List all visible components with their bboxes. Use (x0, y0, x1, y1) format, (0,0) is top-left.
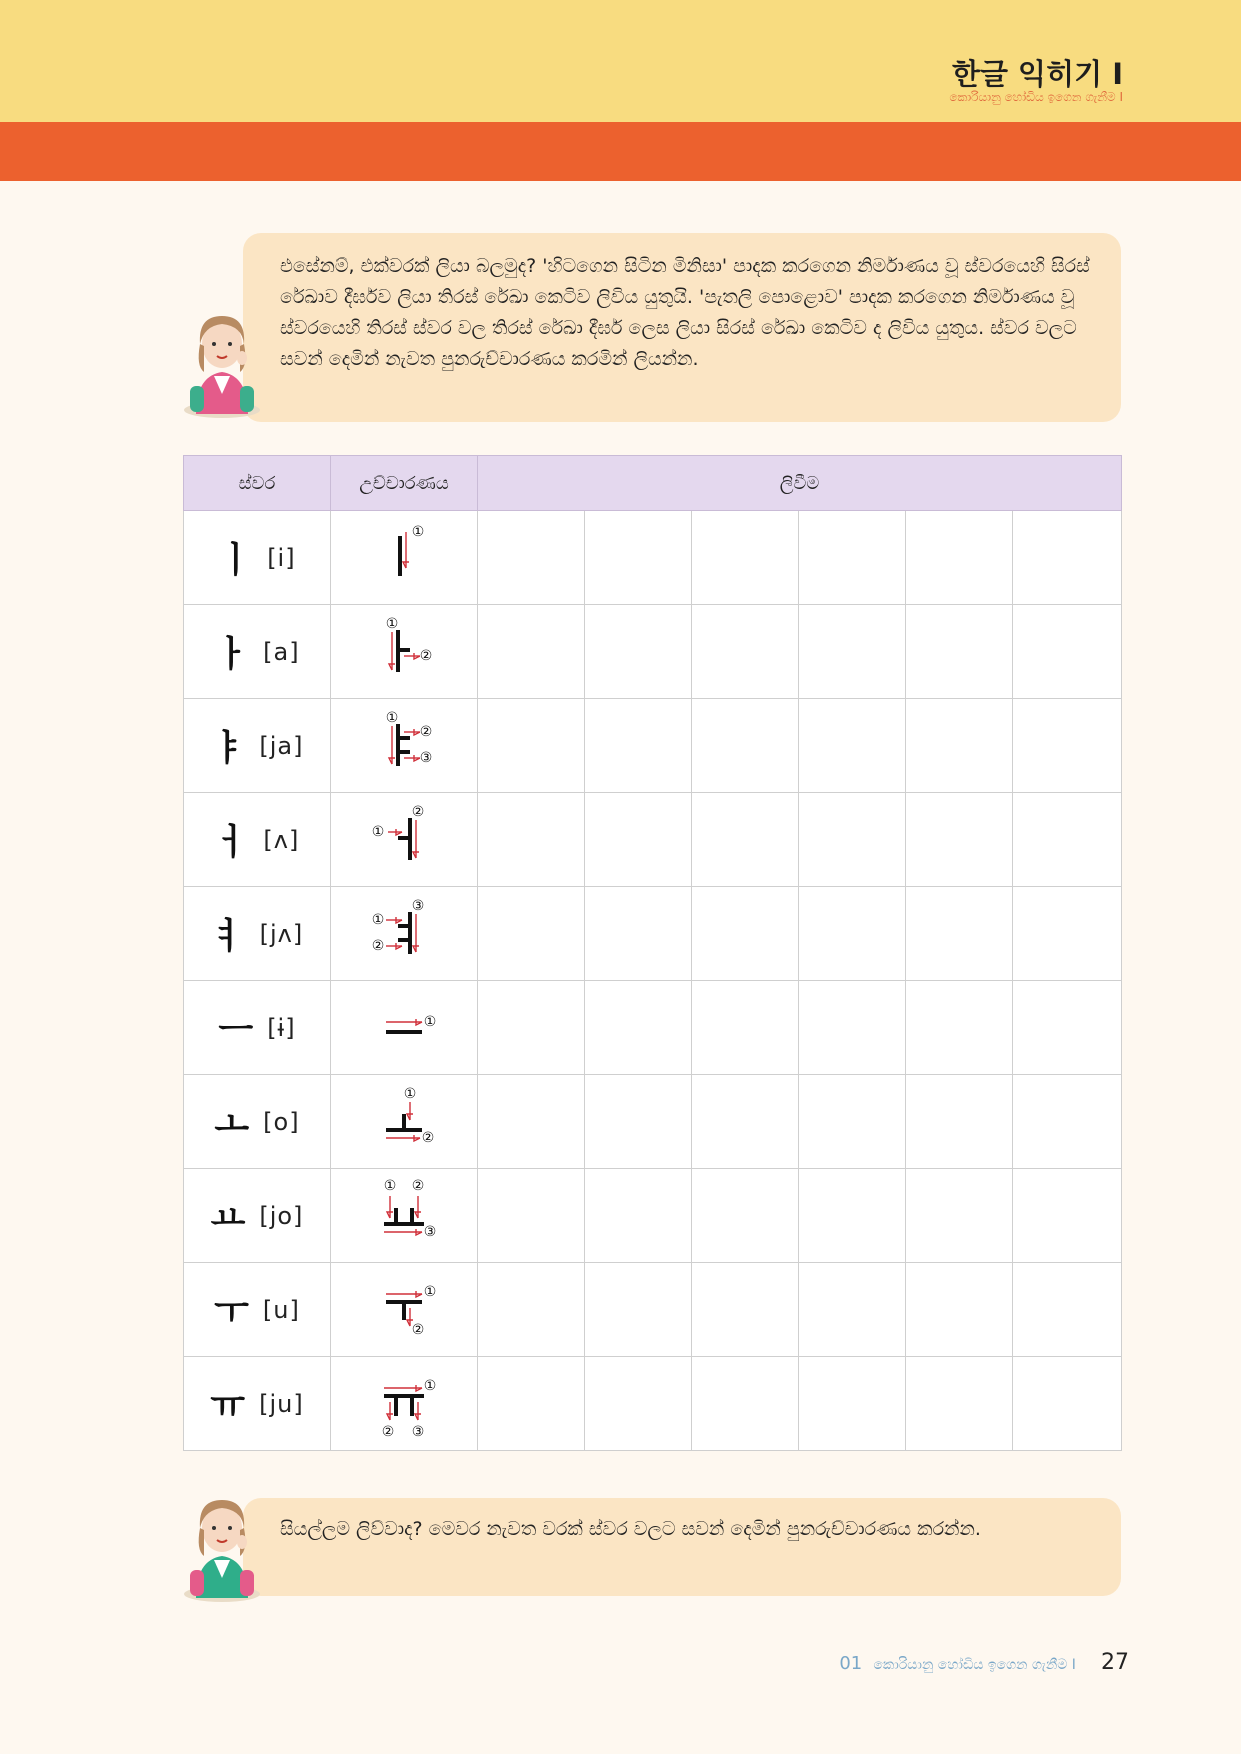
stroke-order-number: ③ (419, 749, 433, 766)
writing-practice-cell[interactable] (478, 1169, 585, 1263)
vowel-pronunciation: [ɨ] (267, 1013, 296, 1042)
writing-practice-cell[interactable] (585, 887, 692, 981)
stroke-order-diagram (364, 610, 444, 690)
writing-practice-cell[interactable] (906, 887, 1013, 981)
writing-practice-cell[interactable] (478, 1357, 585, 1451)
writing-practice-cell[interactable] (799, 1169, 906, 1263)
writing-practice-cell[interactable] (906, 1075, 1013, 1169)
stroke-order-diagram (364, 516, 444, 596)
closing-bubble (243, 1498, 1121, 1596)
writing-practice-cell[interactable] (692, 1263, 799, 1357)
stroke-order-number: ① (423, 1283, 437, 1300)
stroke-order-cell (331, 605, 478, 699)
vowel-glyph: ㅣ (218, 540, 254, 581)
chapter-title: කොරියානු හෝඩිය ඉගෙන ගැනීම I (873, 1657, 1076, 1673)
writing-practice-cell[interactable] (906, 793, 1013, 887)
writing-practice-cell[interactable] (692, 887, 799, 981)
page-footer (839, 1650, 1129, 1675)
writing-practice-cell[interactable] (478, 1075, 585, 1169)
writing-practice-cell[interactable] (906, 1263, 1013, 1357)
stroke-order-number: ① (403, 1085, 417, 1102)
writing-practice-cell[interactable] (799, 981, 906, 1075)
writing-practice-cell[interactable] (585, 1075, 692, 1169)
stroke-order-number: ① (371, 823, 385, 840)
stroke-order-number: ② (421, 1129, 435, 1146)
stroke-order-cell (331, 1357, 478, 1451)
vowel-glyph: ㅡ (218, 1010, 254, 1051)
vowel-practice-table (183, 455, 1121, 1451)
vowel-pronunciation: [i] (267, 543, 296, 572)
stroke-order-diagram (364, 1362, 444, 1442)
writing-practice-cell[interactable] (906, 981, 1013, 1075)
stroke-order-number: ① (385, 709, 399, 726)
writing-practice-cell[interactable] (799, 887, 906, 981)
stroke-order-cell (331, 1169, 478, 1263)
writing-practice-cell[interactable] (799, 699, 906, 793)
stroke-order-number: ② (411, 1321, 425, 1338)
stroke-order-number: ③ (411, 897, 425, 914)
writing-practice-cell[interactable] (1013, 981, 1122, 1075)
vowel-cell (184, 511, 331, 605)
writing-practice-cell[interactable] (799, 1075, 906, 1169)
vowel-glyph: ㅓ (214, 822, 250, 863)
writing-practice-cell[interactable] (1013, 1075, 1122, 1169)
writing-practice-cell[interactable] (585, 605, 692, 699)
vowel-cell (184, 793, 331, 887)
writing-practice-cell[interactable] (585, 1357, 692, 1451)
vowel-cell (184, 981, 331, 1075)
writing-practice-cell[interactable] (692, 1357, 799, 1451)
stroke-order-cell (331, 1075, 478, 1169)
table-row (184, 1357, 1122, 1451)
vowel-cell (184, 1075, 331, 1169)
stroke-order-cell (331, 699, 478, 793)
header-pronunciation: උච්චාරණය (331, 456, 478, 511)
writing-practice-cell[interactable] (478, 981, 585, 1075)
table-row (184, 981, 1122, 1075)
vowel-pronunciation: [a] (263, 637, 300, 666)
stroke-order-number: ③ (423, 1223, 437, 1240)
stroke-order-number: ② (381, 1423, 395, 1440)
vowel-cell (184, 699, 331, 793)
stroke-order-diagram (364, 1174, 444, 1254)
writing-practice-cell[interactable] (478, 887, 585, 981)
writing-practice-cell[interactable] (906, 1357, 1013, 1451)
vowel-cell (184, 1169, 331, 1263)
writing-practice-cell[interactable] (1013, 511, 1122, 605)
stroke-order-cell (331, 981, 478, 1075)
writing-practice-cell[interactable] (585, 699, 692, 793)
stroke-order-number: ② (411, 803, 425, 820)
vowel-glyph: ㅑ (210, 728, 246, 769)
vowel-pronunciation: [ja] (259, 731, 304, 760)
page-title: 한글 익히기 I (951, 57, 1123, 91)
vowel-pronunciation: [jo] (259, 1201, 304, 1230)
writing-practice-cell[interactable] (799, 511, 906, 605)
table-row (184, 1263, 1122, 1357)
writing-practice-cell[interactable] (1013, 793, 1122, 887)
stroke-order-number: ② (371, 937, 385, 954)
writing-practice-cell[interactable] (478, 1263, 585, 1357)
chapter-number: 01 (839, 1653, 863, 1674)
page-number: 27 (1101, 1650, 1129, 1675)
writing-practice-cell[interactable] (1013, 887, 1122, 981)
writing-practice-cell[interactable] (1013, 605, 1122, 699)
writing-practice-cell[interactable] (585, 511, 692, 605)
table-row (184, 511, 1122, 605)
stroke-order-diagram (364, 798, 444, 878)
stroke-order-number: ① (423, 1377, 437, 1394)
stroke-order-diagram (364, 986, 444, 1066)
writing-practice-cell[interactable] (585, 1169, 692, 1263)
writing-practice-cell[interactable] (799, 1263, 906, 1357)
header-writing: ලිවීම (478, 456, 1122, 511)
closing-text: සියල්ලම ලිව්වාද? මෙවර නැවත වරක් ස්වර වලට සවන් දෙමින් පුනරුච්චාරණය කරන්න. (280, 1518, 981, 1540)
vowel-pronunciation: [ju] (259, 1389, 304, 1418)
teacher-avatar (182, 306, 268, 418)
writing-practice-cell[interactable] (478, 699, 585, 793)
table-row (184, 793, 1122, 887)
intro-bubble (243, 233, 1121, 422)
table-row (184, 605, 1122, 699)
writing-practice-cell[interactable] (585, 793, 692, 887)
vowel-glyph: ㅛ (210, 1198, 246, 1239)
stroke-order-cell (331, 511, 478, 605)
stroke-order-cell (331, 793, 478, 887)
vowel-pronunciation: [u] (262, 1295, 300, 1324)
table-row (184, 699, 1122, 793)
table-row (184, 887, 1122, 981)
stroke-order-number: ③ (411, 1423, 425, 1440)
intro-text: එසේනම්, එක්වරක් ලියා බලමුද? 'හිටගෙන සිටින මිනිසා' පාදක කරගෙන නිර්මාණය වූ ස්වරයෙහි සිරස් රේඛාව දීර්ඝව ලියා තිරස් රේඛා කෙටිව ලිවිය යුතුයි. 'පැතලි පොළොව' පාදක කරගෙන නිර්මාණය වූ ස්වරයෙහි තිරස් ස්වර වල තිරස් රේඛා දීර්ඝ ලෙස ලියා සිරස් රේඛා කෙටිව ද ලිවිය යුතුය. ස්වර වලට සවන් දෙමින් නැවත පුනරුච්චාරණය කරමින් ලියන්න. (280, 255, 1090, 370)
writing-practice-cell[interactable] (478, 793, 585, 887)
writing-practice-cell[interactable] (478, 511, 585, 605)
header-vowel: ස්වර (184, 456, 331, 511)
writing-practice-cell[interactable] (585, 1263, 692, 1357)
writing-practice-cell[interactable] (1013, 1263, 1122, 1357)
writing-practice-cell[interactable] (692, 699, 799, 793)
vowel-glyph: ㅜ (214, 1292, 249, 1333)
stroke-order-diagram (364, 704, 444, 784)
writing-practice-cell[interactable] (1013, 699, 1122, 793)
teacher-avatar (182, 1490, 268, 1602)
stroke-order-cell (331, 1263, 478, 1357)
page-subtitle: කොරියානු හෝඩිය ඉගෙන ගැනීම I (949, 90, 1123, 104)
stroke-order-number: ① (385, 615, 399, 632)
vowel-glyph: ㅕ (210, 916, 246, 957)
writing-practice-cell[interactable] (692, 1169, 799, 1263)
stroke-order-number: ① (411, 523, 425, 540)
writing-practice-cell[interactable] (799, 1357, 906, 1451)
stroke-order-diagram (364, 1268, 444, 1348)
vowel-glyph: ㅏ (214, 634, 250, 675)
table-row (184, 1169, 1122, 1263)
vowel-cell (184, 887, 331, 981)
writing-practice-cell[interactable] (692, 793, 799, 887)
writing-practice-cell[interactable] (692, 1075, 799, 1169)
writing-practice-cell[interactable] (906, 699, 1013, 793)
writing-practice-cell[interactable] (906, 1169, 1013, 1263)
writing-practice-cell[interactable] (906, 605, 1013, 699)
writing-practice-cell[interactable] (906, 511, 1013, 605)
writing-practice-cell[interactable] (1013, 1169, 1122, 1263)
vowel-cell (184, 1357, 331, 1451)
writing-practice-cell[interactable] (799, 605, 906, 699)
stroke-order-diagram (364, 892, 444, 972)
writing-practice-cell[interactable] (585, 981, 692, 1075)
stroke-order-number: ① (423, 1013, 437, 1030)
stroke-order-number: ② (411, 1177, 425, 1194)
stroke-order-diagram (364, 1080, 444, 1160)
writing-practice-cell[interactable] (692, 511, 799, 605)
writing-practice-cell[interactable] (1013, 1357, 1122, 1451)
stroke-order-number: ① (383, 1177, 397, 1194)
stroke-order-number: ① (371, 911, 385, 928)
vowel-pronunciation: [ʌ] (263, 825, 300, 854)
vowel-cell (184, 1263, 331, 1357)
stroke-order-number: ② (419, 723, 433, 740)
vowel-glyph: ㅠ (210, 1386, 246, 1427)
writing-practice-cell[interactable] (799, 793, 906, 887)
vowel-pronunciation: [jʌ] (259, 919, 304, 948)
stroke-order-cell (331, 887, 478, 981)
writing-practice-cell[interactable] (478, 605, 585, 699)
table-row (184, 1075, 1122, 1169)
writing-practice-cell[interactable] (692, 605, 799, 699)
stroke-order-number: ② (419, 647, 433, 664)
vowel-pronunciation: [o] (263, 1107, 300, 1136)
vowel-glyph: ㅗ (214, 1104, 250, 1145)
accent-band (0, 122, 1241, 181)
vowel-cell (184, 605, 331, 699)
writing-practice-cell[interactable] (692, 981, 799, 1075)
